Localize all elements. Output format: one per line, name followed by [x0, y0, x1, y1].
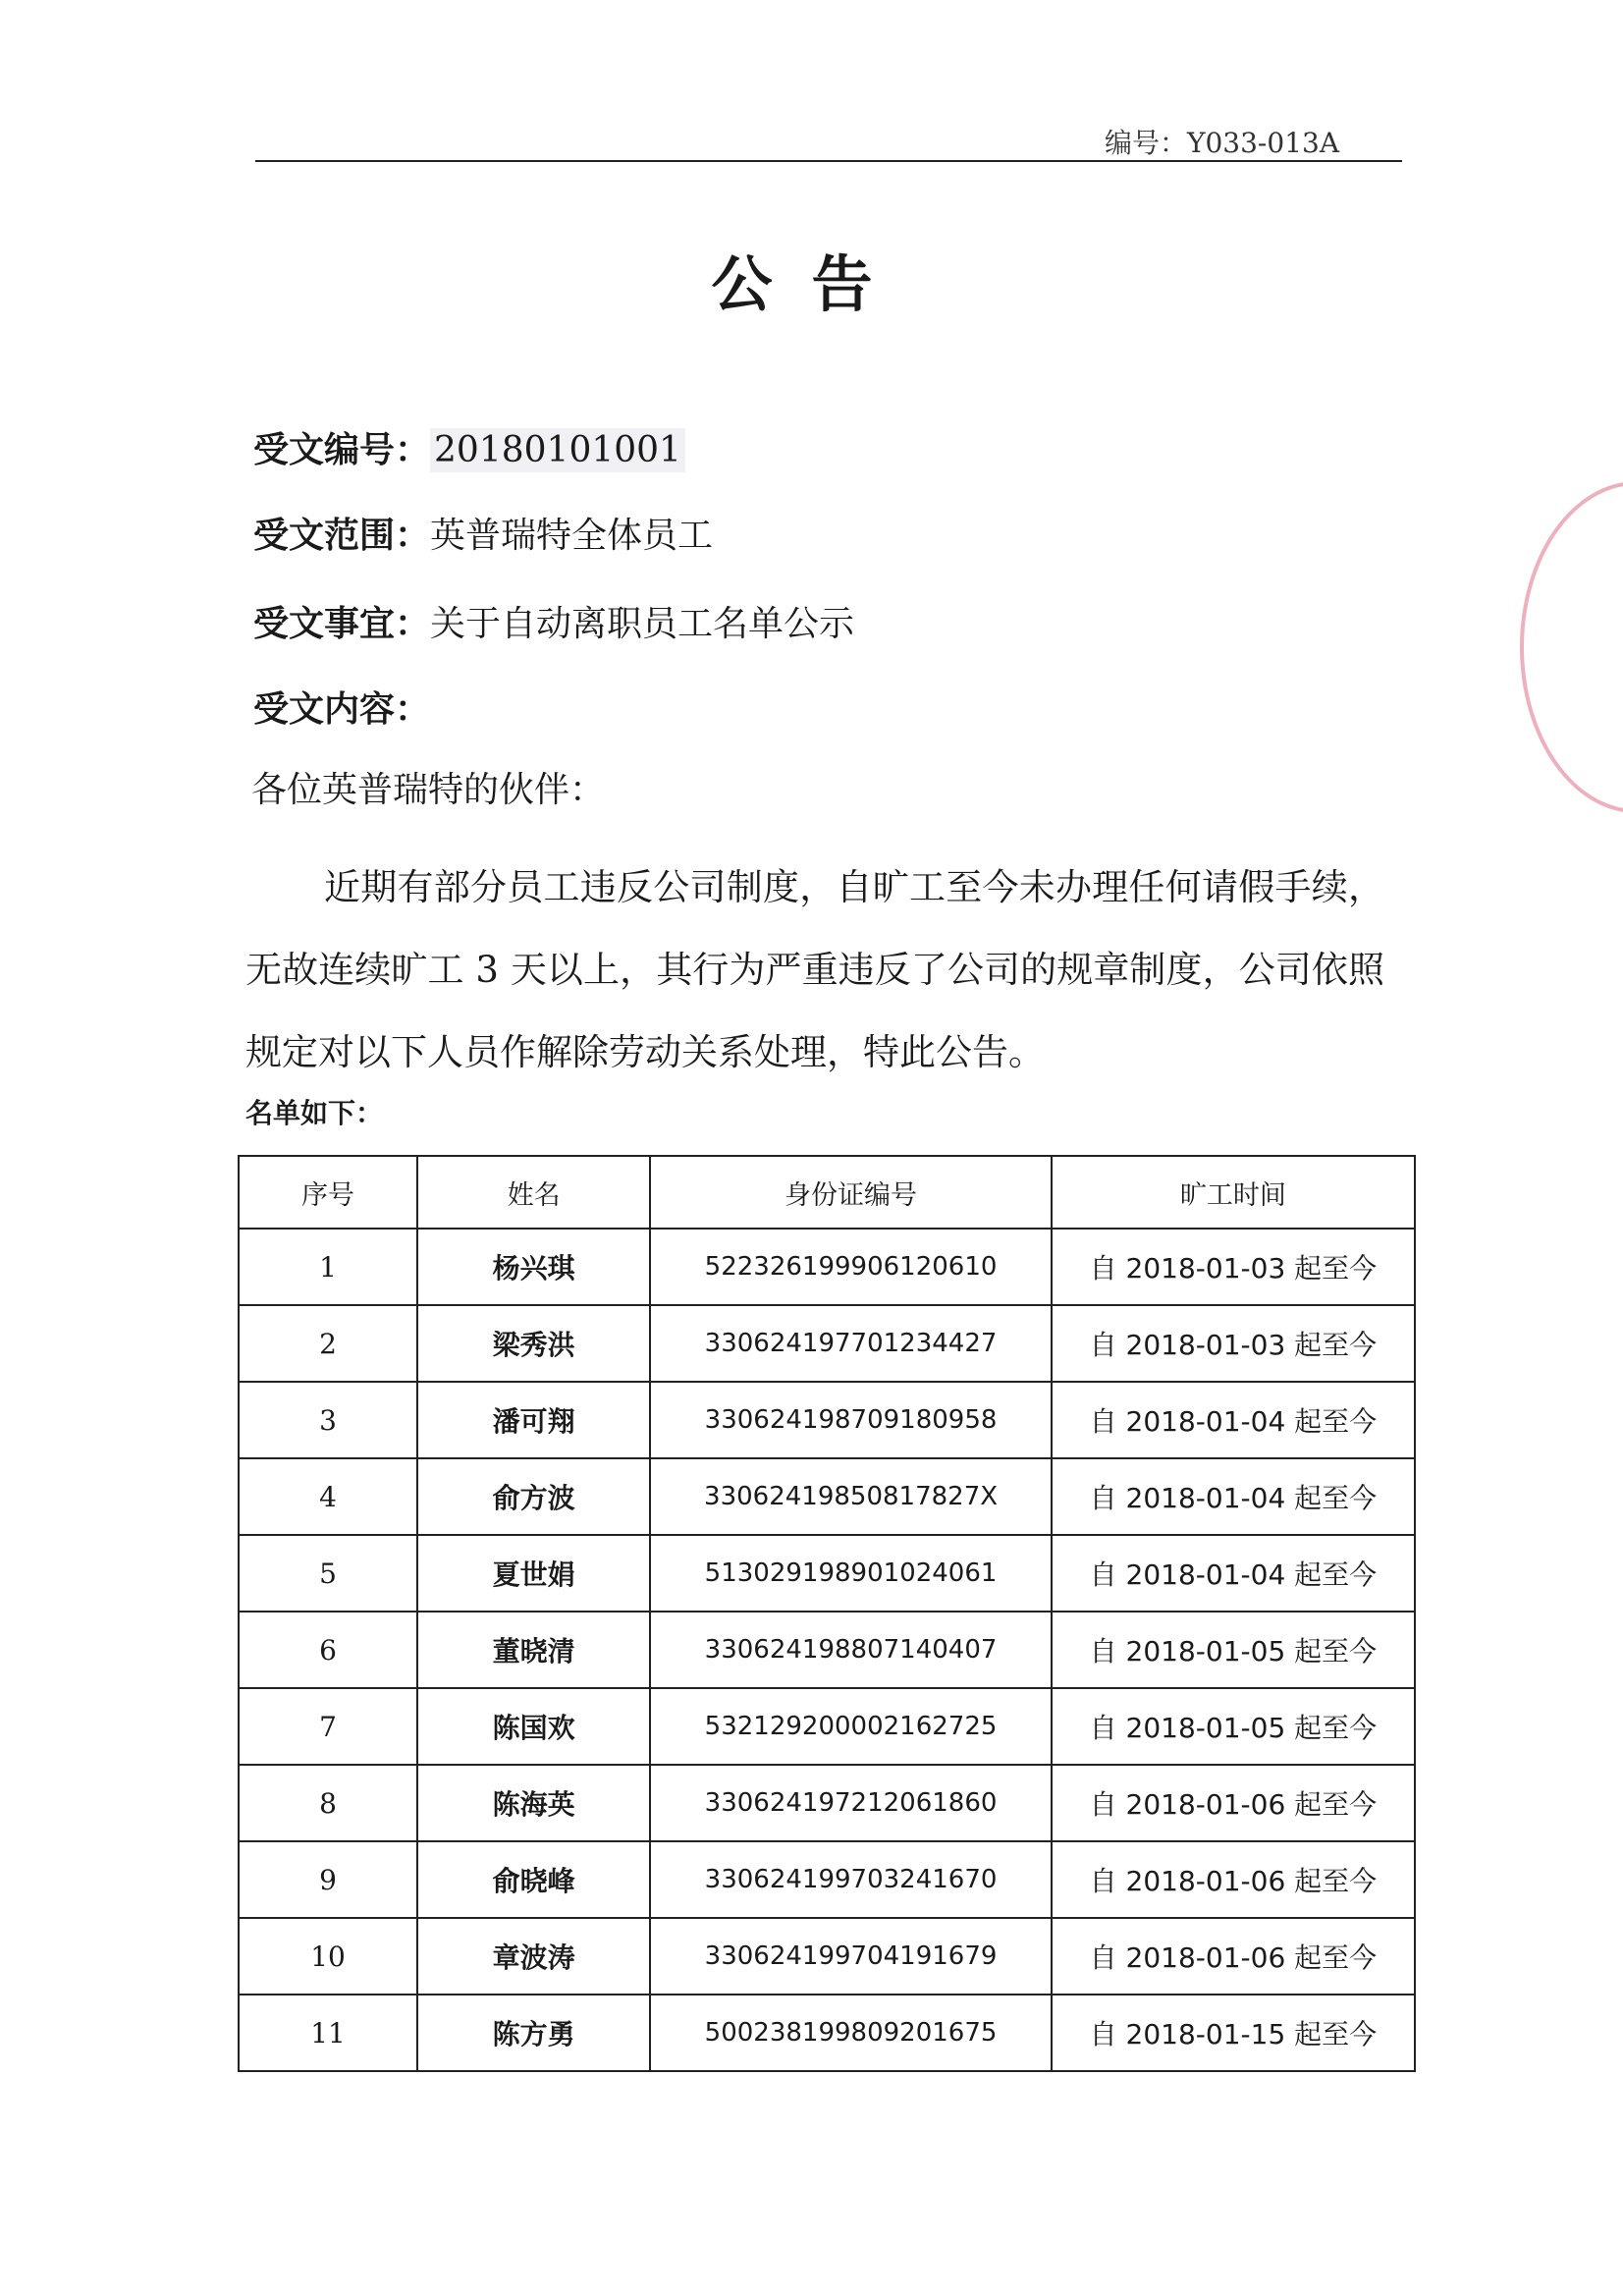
cell-id: 522326199906120610 — [650, 1229, 1052, 1305]
employee-table — [238, 1155, 1416, 2072]
table-row — [239, 1382, 1415, 1458]
cell-id: 330624197701234427 — [650, 1305, 1052, 1382]
cell-name: 杨兴琪 — [417, 1229, 650, 1305]
header-time: 旷工时间 — [1052, 1156, 1415, 1229]
cell-name: 董晓清 — [417, 1612, 650, 1688]
cell-no: 2 — [239, 1305, 417, 1382]
field-subject — [253, 596, 854, 646]
header-id: 身份证编号 — [650, 1156, 1052, 1229]
cell-no: 6 — [239, 1612, 417, 1688]
cell-time: 自 2018-01-04 起至今 — [1052, 1535, 1415, 1612]
header-name: 姓名 — [417, 1156, 650, 1229]
field-doc-id — [253, 422, 685, 472]
document-number: 编号：Y033-013A — [1105, 127, 1340, 159]
cell-no: 4 — [239, 1458, 417, 1535]
field-value: 英普瑞特全体员工 — [430, 516, 714, 556]
cell-time: 自 2018-01-06 起至今 — [1052, 1765, 1415, 1841]
table-row — [239, 1841, 1415, 1918]
table-row — [239, 1995, 1415, 2071]
cell-id: 532129200002162725 — [650, 1688, 1052, 1765]
cell-time: 自 2018-01-05 起至今 — [1052, 1612, 1415, 1688]
cell-no: 3 — [239, 1382, 417, 1458]
body-paragraph: 近期有部分员工违反公司制度，自旷工至今未办理任何请假手续，无故连续旷工 3 天以上，其行为严重违反了公司的规章制度，公司依照规定对以下人员作解除劳动关系处理，特此公告。 — [245, 866, 1384, 1073]
table-row — [239, 1535, 1415, 1612]
table-row — [239, 1918, 1415, 1995]
table-row — [239, 1229, 1415, 1305]
cell-no: 10 — [239, 1918, 417, 1995]
table-header-row — [239, 1156, 1415, 1229]
cell-time: 自 2018-01-06 起至今 — [1052, 1918, 1415, 1995]
table-row — [239, 1305, 1415, 1382]
cell-id: 330624197212061860 — [650, 1765, 1052, 1841]
cell-name: 陈方勇 — [417, 1995, 650, 2071]
header-rule — [255, 160, 1402, 162]
cell-time: 自 2018-01-05 起至今 — [1052, 1688, 1415, 1765]
cell-id: 500238199809201675 — [650, 1995, 1052, 2071]
cell-id: 33062419850817827X — [650, 1458, 1052, 1535]
table-row — [239, 1458, 1415, 1535]
cell-no: 5 — [239, 1535, 417, 1612]
cell-no: 7 — [239, 1688, 417, 1765]
field-label: 受文编号： — [253, 430, 431, 470]
cell-name: 梁秀洪 — [417, 1305, 650, 1382]
field-value: 20180101001 — [430, 428, 685, 472]
field-label: 受文范围： — [253, 516, 431, 556]
cell-no: 1 — [239, 1229, 417, 1305]
cell-time: 自 2018-01-15 起至今 — [1052, 1995, 1415, 2071]
cell-time: 自 2018-01-06 起至今 — [1052, 1841, 1415, 1918]
cell-no: 9 — [239, 1841, 417, 1918]
cell-name: 潘可翔 — [417, 1382, 650, 1458]
field-content — [253, 682, 430, 732]
field-label: 受文内容： — [253, 689, 431, 730]
cell-time: 自 2018-01-04 起至今 — [1052, 1382, 1415, 1458]
field-scope — [253, 508, 713, 558]
greeting: 各位英普瑞特的伙伴： — [251, 770, 606, 810]
table-row — [239, 1688, 1415, 1765]
field-label: 受文事宜： — [253, 604, 431, 644]
field-value: 关于自动离职员工名单公示 — [430, 604, 855, 644]
cell-name: 章波涛 — [417, 1918, 650, 1995]
cell-name: 陈海英 — [417, 1765, 650, 1841]
cell-no: 8 — [239, 1765, 417, 1841]
cell-name: 俞方波 — [417, 1458, 650, 1535]
header-no: 序号 — [239, 1156, 417, 1229]
cell-name: 夏世娟 — [417, 1535, 650, 1612]
cell-time: 自 2018-01-04 起至今 — [1052, 1458, 1415, 1535]
cell-name: 俞晓峰 — [417, 1841, 650, 1918]
cell-id: 330624198709180958 — [650, 1382, 1052, 1458]
list-title: 名单如下： — [245, 1097, 384, 1129]
cell-id: 330624199703241670 — [650, 1841, 1052, 1918]
cell-time: 自 2018-01-03 起至今 — [1052, 1305, 1415, 1382]
cell-no: 11 — [239, 1995, 417, 2071]
table-row — [239, 1612, 1415, 1688]
seal-stamp — [1520, 481, 1623, 813]
cell-id: 330624199704191679 — [650, 1918, 1052, 1995]
table-body — [239, 1229, 1415, 2071]
cell-id: 513029198901024061 — [650, 1535, 1052, 1612]
cell-name: 陈国欢 — [417, 1688, 650, 1765]
document-title: 公告 — [711, 248, 912, 320]
cell-id: 330624198807140407 — [650, 1612, 1052, 1688]
table-row — [239, 1765, 1415, 1841]
cell-time: 自 2018-01-03 起至今 — [1052, 1229, 1415, 1305]
